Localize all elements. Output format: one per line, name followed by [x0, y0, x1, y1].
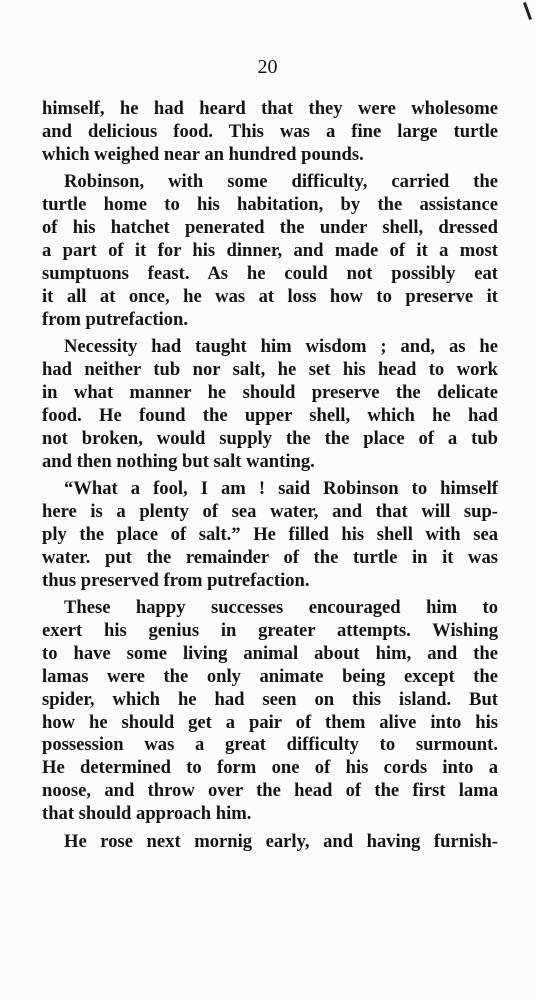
text-line: in what manner he should preserve the delicate [42, 381, 498, 403]
page-number: 20 [257, 56, 278, 78]
paragraph-5 [42, 597, 498, 826]
text-line: exert his genius in greater attempts. Wishing [42, 619, 498, 641]
paragraph-6 [42, 831, 498, 854]
scan-mark [523, 2, 532, 20]
text-line: “What a fool, I am ! said Robinson to himself [64, 478, 498, 499]
text-line: spider, which he had seen on this island. But [42, 688, 498, 710]
text-line: from putrefaction. [42, 308, 188, 330]
text-line: it all at once, he was at loss how to preserve it [42, 285, 498, 307]
text-line: ply the place of salt.” He filled his shell with sea [42, 523, 498, 545]
text-line: and then nothing but salt wanting. [42, 450, 315, 472]
text-line: himself, he had heard that they were wholesome [42, 98, 498, 119]
text-line: He determined to form one of his cords into a [42, 757, 498, 779]
text-line: here is a plenty of sea water, and that will sup- [42, 500, 498, 522]
text-line: Necessity had taught him wisdom ; and, as he [64, 336, 498, 358]
text-line: He rose next mornig early, and having furnish- [64, 830, 498, 852]
text-line: a part of it for his dinner, and made of it a most [42, 239, 498, 261]
text-line: that should approach him. [42, 803, 252, 825]
text-line: sumptuons feast. As he could not possibly eat [42, 262, 498, 284]
text-line: food. He found the upper shell, which he had [42, 404, 498, 426]
text-line: which weighed near an hundred pounds. [42, 143, 364, 165]
text-line: and delicious food. This was a fine large turtle [42, 120, 498, 142]
text-line: not broken, would supply the the place of a tub [42, 427, 498, 449]
paragraph-3 [42, 336, 498, 473]
text-line: how he should get a pair of them alive into his [42, 711, 498, 733]
text-line: to have some living animal about him, and the [42, 642, 498, 664]
text-line: noose, and throw over the head of the first lama [42, 780, 498, 802]
paragraph-4 [42, 478, 498, 593]
text-line: turtle home to his habitation, by the assistance [42, 194, 498, 216]
paragraph-1 [42, 98, 498, 167]
body-text [42, 98, 498, 858]
paragraph-2 [42, 171, 498, 331]
text-line: water. put the remainder of the turtle in it was [42, 546, 498, 568]
text-line: had neither tub nor salt, he set his head to work [42, 358, 498, 380]
text-line: of his hatchet penerated the under shell, dressed [42, 217, 498, 239]
text-line: lamas were the only animate being except the [42, 665, 498, 687]
text-line: possession was a great difficulty to surmount. [42, 734, 498, 756]
text-line: These happy successes encouraged him to [64, 597, 498, 619]
text-line: thus preserved from putrefaction. [42, 569, 310, 591]
text-line: Robinson, with some difficulty, carried the [64, 171, 498, 193]
